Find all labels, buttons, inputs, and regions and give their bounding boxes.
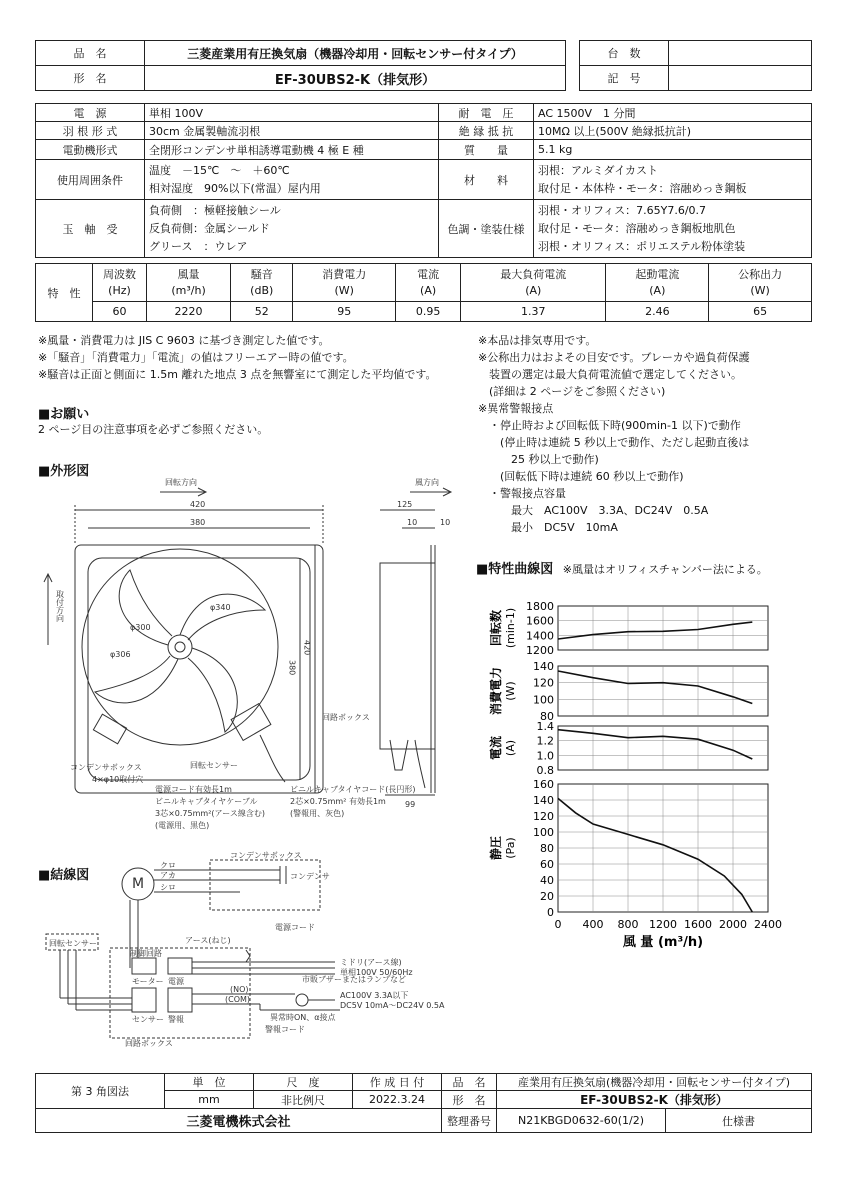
note-line: 25 秒以上で動作) — [478, 453, 599, 466]
product-name: 三菱産業用有圧換気扇（機器冷却用・回転センサー付タイプ） — [145, 41, 566, 66]
motor-terminal-label: モーター — [132, 977, 164, 986]
blade — [188, 648, 237, 732]
date-label: 作 成 日 付 — [353, 1074, 442, 1091]
y-tick-label: 100 — [533, 826, 554, 839]
y-tick-label: 20 — [540, 890, 554, 903]
y-tick-label: 1.4 — [536, 720, 554, 733]
color-label: 色調・塗装仕様 — [439, 200, 534, 258]
sensor-terminal-label: センサー — [132, 1015, 164, 1024]
characteristic-curves — [476, 590, 806, 960]
characteristics-table — [35, 263, 812, 322]
val-power: 95 — [293, 302, 396, 322]
hdr-unit: (A) — [649, 283, 666, 297]
hdr-name: 消費電力 — [322, 267, 367, 281]
lbl-rot-sensor: 回転センサー — [190, 761, 238, 770]
y-tick-label: 40 — [540, 874, 554, 887]
hdr-unit: (m³/h) — [171, 283, 206, 297]
withstand-value: AC 1500V 1 分間 — [534, 104, 812, 122]
x-tick-label: 800 — [617, 918, 639, 931]
env-label: 使用周囲条件 — [36, 160, 145, 200]
y-tick-label: 120 — [533, 676, 554, 690]
y-axis-title: 回転数 — [489, 609, 503, 647]
series-line-静圧 — [558, 798, 752, 912]
cord — [415, 740, 425, 788]
x-tick-label: 2000 — [719, 918, 747, 931]
note-line: ※騒音は正面と側面に 1.5m 離れた地点 3 点を無響室にて測定した平均値です。 — [38, 368, 437, 381]
note-line: ※本品は排気専用です。 — [478, 334, 597, 347]
product-label: 品 名 — [36, 41, 145, 66]
terminal-alarm — [168, 988, 192, 1012]
wiring-title: ■結線図 — [38, 868, 90, 883]
doc-label: 整理番号 — [442, 1109, 497, 1133]
scale-value: 非比例尺 — [254, 1091, 353, 1109]
blade — [119, 570, 172, 645]
dim-99: 99 — [405, 800, 416, 809]
x-tick-label: 1600 — [684, 918, 712, 931]
y-tick-label: 160 — [533, 778, 554, 791]
notes-right — [478, 332, 750, 536]
mass-label: 質 量 — [439, 140, 534, 160]
footer-model: EF-30UBS2-K（排気形） — [497, 1091, 812, 1109]
hdr-name: 最大負荷電流 — [500, 267, 567, 281]
cord — [260, 735, 285, 782]
val-frequency: 60 — [93, 302, 147, 322]
company: 三菱電機株式会社 — [36, 1109, 442, 1133]
lbl-cord2: ビニルキャブタイヤコード(長円形) — [290, 785, 416, 794]
insulation-label: 絶 縁 抵 抗 — [439, 122, 534, 140]
y-tick-label: 140 — [533, 794, 554, 807]
scale-label: 尺 度 — [254, 1074, 353, 1091]
note-line: ・停止時および回転低下時(900min-1 以下)で動作 — [478, 419, 741, 432]
capacitor-box-shape — [93, 714, 126, 744]
blade — [95, 656, 178, 703]
capacitor-box-outline — [210, 860, 320, 910]
dim-phi300: φ300 — [130, 623, 151, 632]
val-current: 0.95 — [396, 302, 461, 322]
outline-drawing — [30, 470, 470, 855]
note-line: (回転低下時は連続 60 秒以上で動作) — [478, 470, 684, 483]
model-label: 形 名 — [36, 66, 145, 91]
note-line: 最大 AC100V 3.3A、DC24V 0.5A — [478, 504, 709, 517]
hdr-unit: (Hz) — [108, 283, 131, 297]
material-body: 取付足・本体枠・モータ：溶融めっき鋼板 — [538, 181, 747, 195]
rating2-label: DC5V 10mA～DC24V 0.5A — [340, 1001, 445, 1010]
request-title: ■お願い — [38, 407, 90, 422]
env-humidity: 相対湿度 90%以下(常温）屋内用 — [149, 181, 321, 195]
terminal-power — [168, 958, 192, 974]
note-line: (詳細は 2 ページをご参照ください) — [478, 385, 666, 398]
wiring-diagram — [40, 848, 470, 1048]
val-noise: 52 — [231, 302, 293, 322]
dim-v420: 420 — [302, 640, 312, 656]
earth-wire-label: ミドリ(アース線) — [340, 958, 402, 967]
power-label: 電 源 — [36, 104, 145, 122]
y-tick-label: 0.8 — [536, 764, 554, 777]
hdr-unit: (A) — [420, 283, 437, 297]
projection: 第 3 角図法 — [36, 1074, 165, 1109]
hdr-name: 公称出力 — [738, 267, 783, 281]
buzzer-symbol — [296, 994, 308, 1006]
dim-phi340: φ340 — [210, 603, 231, 612]
note-line: 最小 DC5V 10mA — [478, 521, 618, 534]
footer-product-name: 産業用有圧換気扇(機器冷却用・回転センサー付タイプ) — [497, 1074, 812, 1091]
footer-product-label: 品 名 — [442, 1074, 497, 1091]
hdr-unit: (A) — [525, 283, 542, 297]
hdr-unit: (dB) — [250, 283, 274, 297]
lbl-cord2c: (警報用、灰色) — [290, 809, 345, 818]
spec-table — [35, 103, 812, 258]
color-3: 羽根・オリフィス：ポリエステル粉体塗装 — [538, 239, 746, 253]
y-axis-title: 静圧 — [489, 835, 503, 861]
env-temp: 温度 －15℃ ～ ＋60℃ — [149, 163, 290, 177]
lbl-capacitor-box: コンデンサボックス — [70, 763, 142, 772]
lbl-cord1c: 3芯×0.75mm²(アース線含む) — [155, 809, 265, 818]
unit-label: 単 位 — [165, 1074, 254, 1091]
lbl-cord2b: 2芯×0.75mm² 有効長1m — [290, 797, 386, 806]
rot-dir: 回転方向 — [165, 478, 197, 487]
dim-phi306: φ306 — [110, 650, 131, 659]
y-tick-label: 1600 — [526, 614, 554, 628]
val-max-current: 1.37 — [461, 302, 606, 322]
blade — [180, 594, 265, 640]
y-axis-unit: (W) — [504, 681, 517, 701]
y-tick-label: 1200 — [526, 644, 554, 657]
x-tick-label: 2400 — [754, 918, 782, 931]
control-label: 制御回路 — [130, 949, 162, 958]
y-axis-unit: (A) — [504, 739, 517, 757]
terminal-motor — [132, 958, 156, 974]
note-line: ※「騒音」「消費電力」「電流」の値はフリーエアー時の値です。 — [38, 351, 354, 364]
rating1-label: AC100V 3.3A以下 — [340, 991, 409, 1000]
date-value: 2022.3.24 — [353, 1091, 442, 1109]
side-bracket — [390, 740, 408, 770]
withstand-label: 耐 電 圧 — [439, 104, 534, 122]
lbl-cord1b: ビニルキャブタイヤケーブル — [155, 797, 258, 806]
color-2: 取付足・モータ：溶融めっき鋼板地肌色 — [538, 221, 736, 235]
note-line: 装置の選定は最大負荷電流値で選定してください。 — [478, 368, 742, 381]
lbl-mount-holes: 4×φ10取付穴 — [92, 775, 144, 784]
color-1: 羽根・オリフィス：7.65Y7.6/0.7 — [538, 203, 707, 217]
dim-420: 420 — [190, 500, 206, 509]
note-line: (停止時は連続 5 秒以上で動作、ただし起動直後は — [478, 436, 750, 449]
y-tick-label: 1.2 — [536, 734, 554, 748]
buzzer-label: 市販ブザーまたはランプなど — [302, 975, 406, 984]
no-label: (NO) — [230, 985, 249, 994]
alarm-cord-label: 警報コード — [265, 1025, 305, 1034]
y-tick-label: 120 — [533, 810, 554, 823]
blade-label: 羽 根 形 式 — [36, 122, 145, 140]
power-terminal-label: 電源 — [168, 977, 184, 986]
motor-label: M — [132, 876, 145, 892]
val-start-current: 2.46 — [606, 302, 709, 322]
blade-value: 30cm 金属製軸流羽根 — [145, 122, 439, 140]
motor-label: 電動機形式 — [36, 140, 145, 160]
material-label: 材 料 — [439, 160, 534, 200]
capacitor-box-label: コンデンサボックス — [230, 851, 302, 860]
x-tick-label: 1200 — [649, 918, 677, 931]
lbl-cord1: 電源コード有効長1m — [155, 785, 232, 794]
y-axis-unit: (Pa) — [504, 837, 517, 859]
motor-value: 全閉形コンデンサ単相誘導電動機 4 極 E 種 — [145, 140, 439, 160]
y-tick-label: 140 — [533, 660, 554, 673]
hdr-unit: (W) — [334, 283, 354, 297]
y-tick-label: 80 — [540, 710, 554, 723]
wire-kuro: クロ — [160, 861, 176, 870]
y-tick-label: 100 — [533, 693, 554, 707]
notes-left — [38, 332, 437, 383]
bearing-grease: グリース ：ウレア — [149, 239, 248, 253]
lbl-cord1d: (電源用、黒色) — [155, 821, 210, 830]
wind-dir: 風方向 — [415, 478, 439, 487]
material-blade: 羽根：アルミダイカスト — [538, 163, 659, 177]
dim-125: 125 — [397, 500, 413, 509]
hdr-name: 起動電流 — [635, 267, 680, 281]
doc-number: N21KBGD0632-60(1/2) — [497, 1109, 666, 1133]
note-line: ※公称出力はおよその目安です。ブレーカや過負荷保護 — [478, 351, 750, 364]
outline-title: ■外形図 — [38, 464, 90, 479]
series-line-電流 — [558, 730, 752, 759]
wire-shiro: シロ — [160, 883, 176, 892]
note-line: ※風量・消費電力は JIS C 9603 に基づき測定した値です。 — [38, 334, 330, 347]
series-line-回転数 — [558, 622, 752, 639]
insulation-value: 10MΩ 以上(500V 絶縁抵抗計) — [534, 122, 812, 140]
hdr-name: 周波数 — [103, 267, 136, 281]
hdr-unit: (W) — [750, 283, 770, 297]
com-label: (COM) — [225, 995, 251, 1004]
bearing-label: 玉 軸 受 — [36, 200, 145, 258]
qty-label: 台 数 — [580, 41, 669, 66]
char-label: 特 性 — [36, 264, 93, 322]
capacitor-label: コンデンサ — [290, 872, 330, 881]
model-name: EF-30UBS2-K（排気形） — [145, 66, 566, 91]
hdr-name: 騒音 — [250, 267, 273, 281]
terminal-sensor — [132, 988, 156, 1012]
alarm-terminal-label: 警報 — [168, 1015, 184, 1024]
side-body — [380, 563, 435, 749]
y-axis-title: 電流 — [489, 735, 503, 761]
mass-value: 5.1 kg — [534, 140, 812, 160]
power-value: 単相 100V — [145, 104, 439, 122]
series-line-消費電力 — [558, 671, 752, 704]
y-tick-label: 60 — [540, 858, 554, 871]
footer-model-label: 形 名 — [442, 1091, 497, 1109]
lbl-terminal-box: 回路ボックス — [322, 713, 370, 722]
header-table — [35, 40, 566, 91]
dim-10a: 10 — [407, 518, 418, 527]
curve-title: ■特性曲線図 — [476, 562, 554, 577]
mark-value[interactable] — [669, 66, 812, 91]
note-line: ・警報接点容量 — [478, 487, 566, 500]
abnormal-label: 異常時ON、α接点 — [270, 1013, 336, 1022]
bearing-antiload: 反負荷側：金属シールド — [149, 221, 270, 235]
y-tick-label: 80 — [540, 842, 554, 855]
dim-v380: 380 — [287, 660, 297, 676]
mark-label: 記 号 — [580, 66, 669, 91]
dim-10b: 10 — [440, 518, 451, 527]
hub — [168, 635, 192, 659]
wire-aka: アカ — [160, 871, 176, 880]
curve-note: ※風量はオリフィスチャンバー法による。 — [562, 563, 768, 576]
earth-label: アース(ねじ) — [185, 936, 231, 945]
y-tick-label: 1.0 — [536, 749, 554, 763]
bearing-load: 負荷側 ：極軽接触シール — [149, 203, 281, 217]
curve-header — [476, 558, 768, 577]
x-tick-label: 0 — [554, 918, 562, 931]
dim-380: 380 — [190, 518, 206, 527]
doc-type: 仕様書 — [666, 1109, 812, 1133]
qty-table — [579, 40, 812, 91]
y-axis-unit: (min-1) — [504, 607, 517, 649]
supply-label: 単相100V 50/60Hz — [340, 968, 413, 977]
x-axis-title: 風 量 (m³/h) — [622, 935, 704, 950]
hdr-name: 電流 — [417, 267, 440, 281]
y-axis-title: 消費電力 — [489, 666, 503, 716]
unit-value: mm — [165, 1091, 254, 1109]
footer-table — [35, 1073, 812, 1133]
val-airflow: 2220 — [147, 302, 231, 322]
y-tick-label: 1400 — [526, 629, 554, 643]
request-text: 2 ページ目の注意事項を必ずご参照ください。 — [38, 423, 269, 436]
y-tick-label: 0 — [547, 906, 554, 919]
exhaust-dir: 取付方向 — [55, 590, 65, 622]
qty-value[interactable] — [669, 41, 812, 66]
x-tick-label: 400 — [582, 918, 604, 931]
blade-circle — [82, 549, 278, 745]
y-tick-label: 1800 — [526, 600, 554, 613]
power-cord-label: 電源コード — [275, 923, 315, 932]
rot-sensor-label: 回転センサー — [49, 939, 97, 948]
circuit-box-label: 回路ボックス — [125, 1039, 173, 1048]
hub-center — [175, 642, 185, 652]
val-output: 65 — [709, 302, 812, 322]
note-line: ※異常警報接点 — [478, 402, 554, 415]
hdr-name: 風量 — [177, 267, 200, 281]
